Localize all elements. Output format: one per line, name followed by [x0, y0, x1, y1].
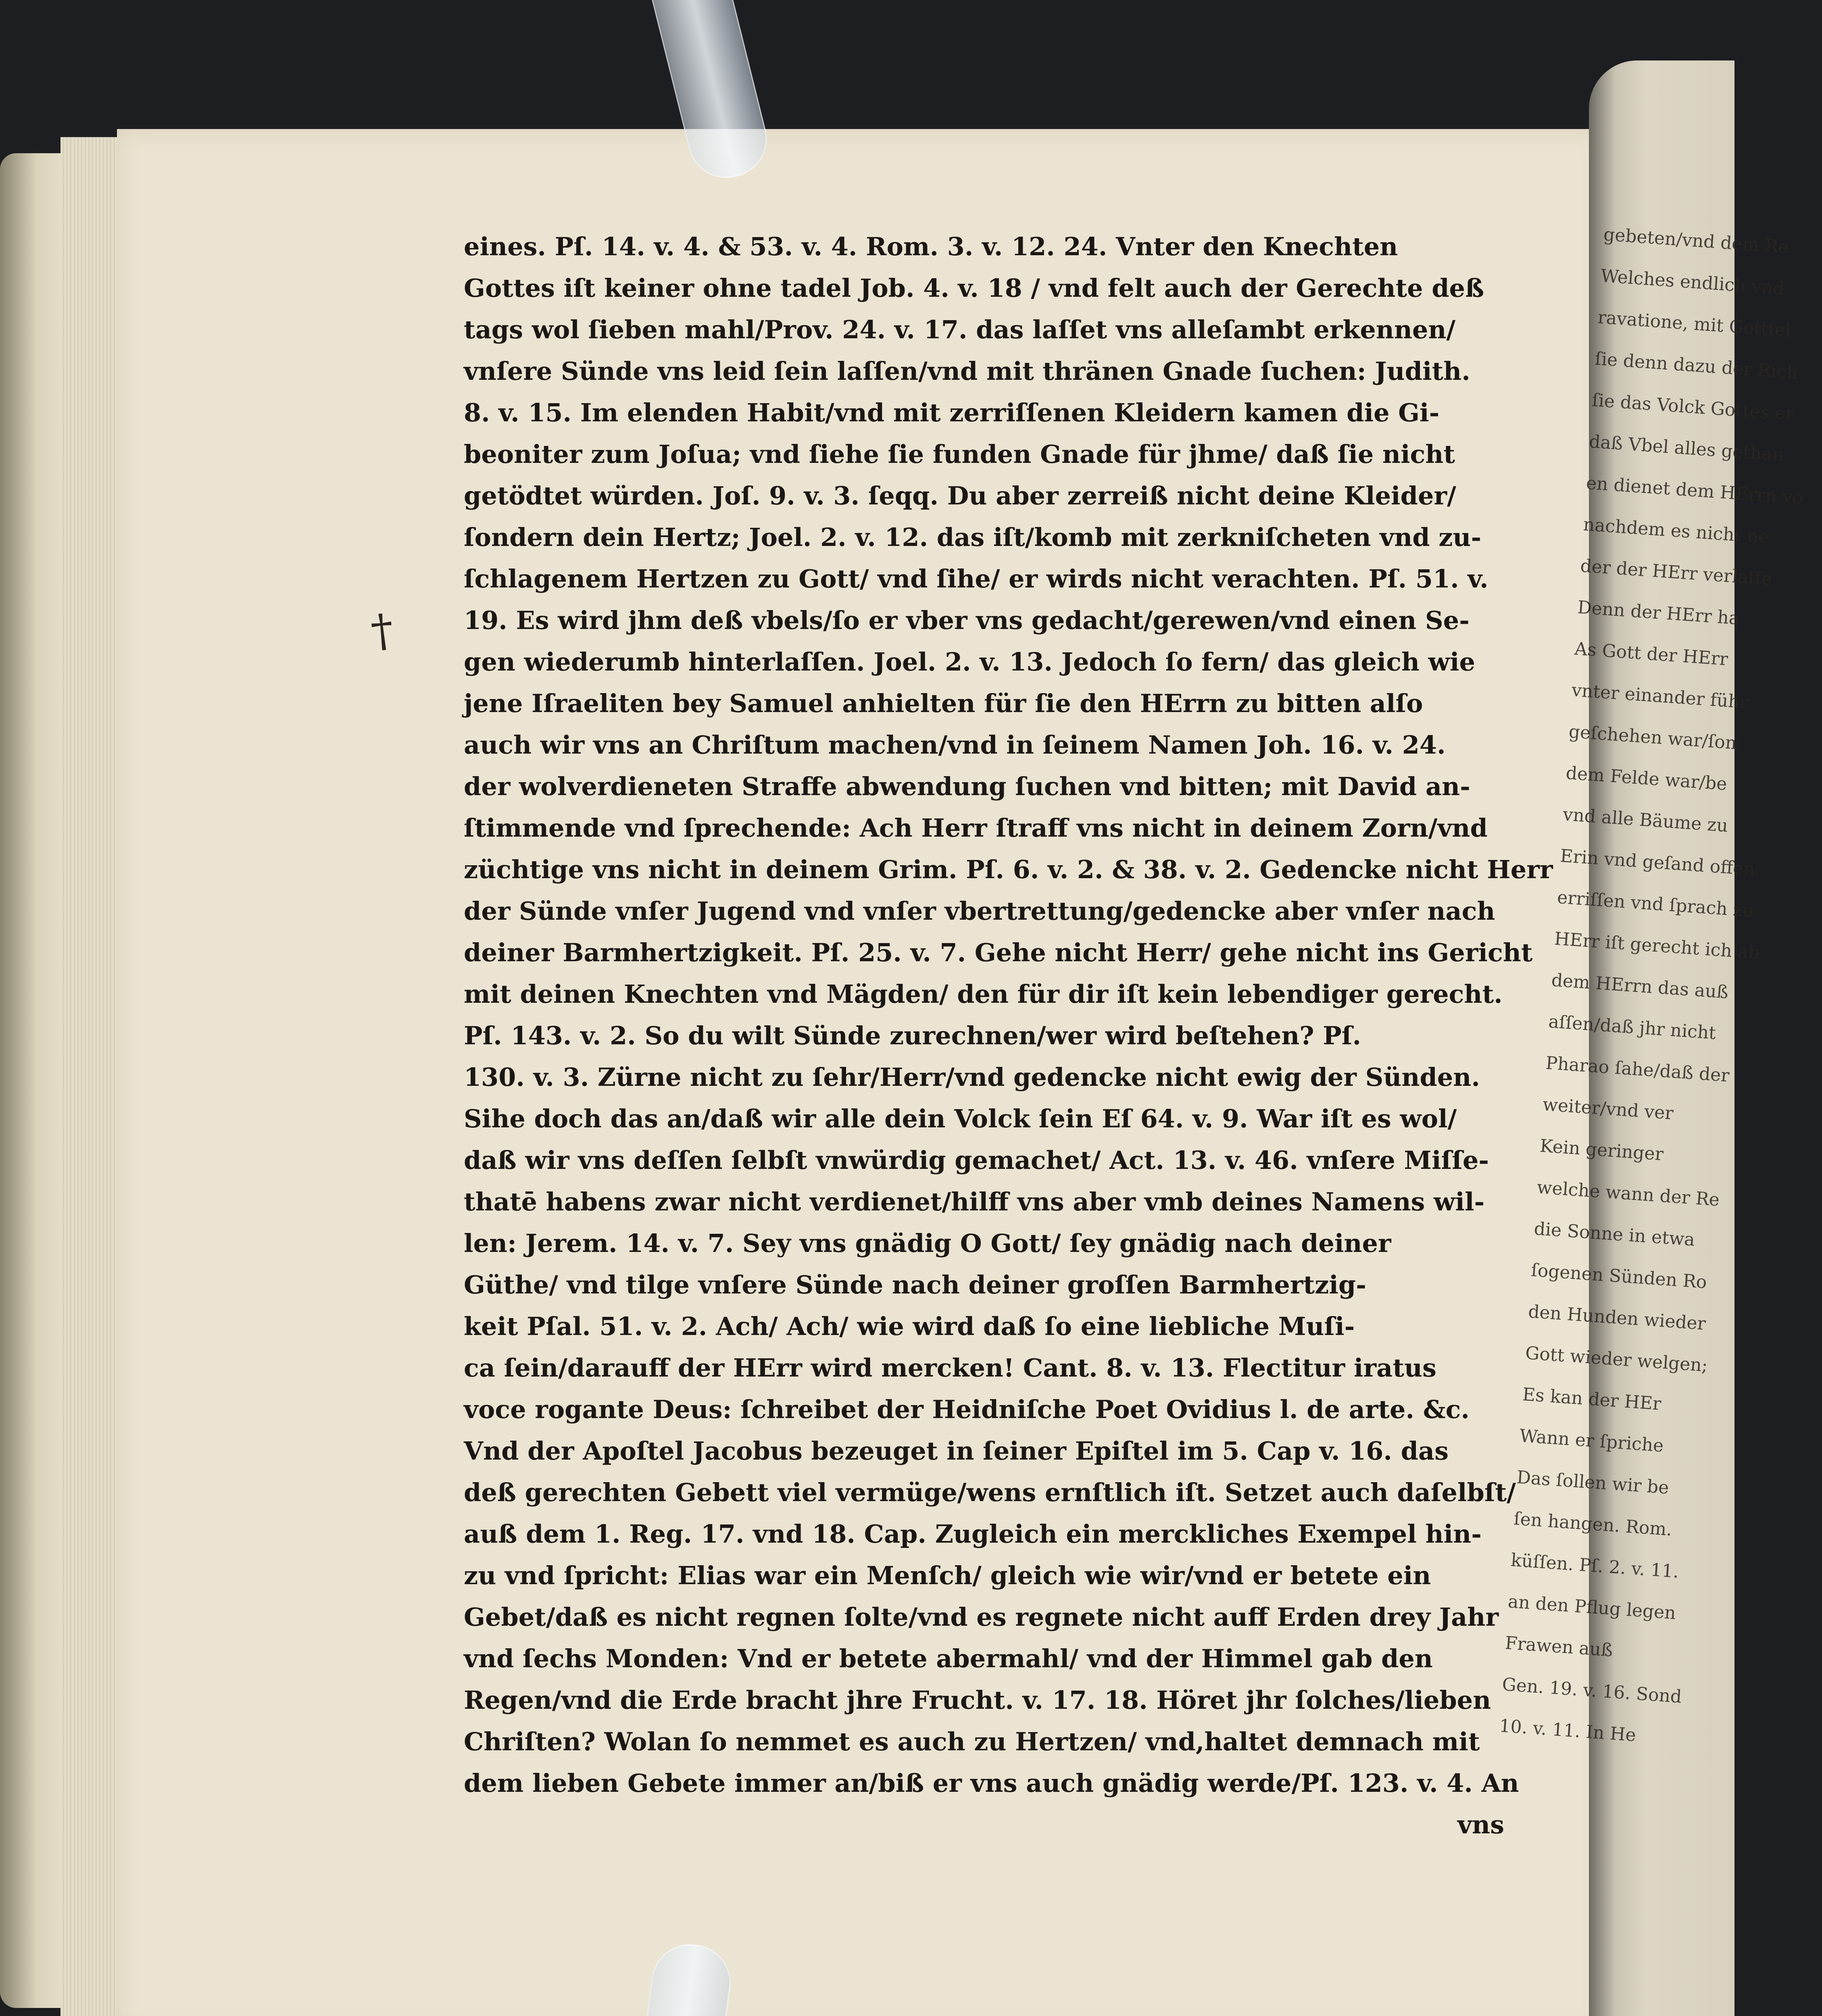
right-page-line: Pharao ſahe/daß der [1545, 1052, 1730, 1086]
text-line: voce rogante Deus: ſchreibet der Heidniſche Poet Ovidius l. de arte. &c. [464, 1395, 1470, 1424]
right-page-line: Das ſollen wir be [1516, 1467, 1670, 1498]
text-line: daß wir vns deſſen ſelbſt vnwürdig gemachet/ Act. 13. v. 46. vnſere Miſſe- [464, 1145, 1489, 1175]
right-page-line: HErr iſt gerecht ich ab [1553, 928, 1760, 964]
right-page-line: en dienet dem HErrn vo [1585, 473, 1804, 508]
right-page-partial [1498, 60, 1804, 2016]
right-page-line: Erin vnd geſand offen [1559, 846, 1756, 880]
text-line: vnſere Sünde vns leid ſein laſſen/vnd mit thränen Gnade ſuchen: Judith. [464, 356, 1470, 386]
right-page-line: küſſen. Pſ. 2. v. 11. [1510, 1549, 1680, 1582]
text-line: auch wir vns an Chriſtum machen/vnd in ſeinem Namen Joh. 16. v. 24. [464, 730, 1446, 760]
text-line: mit deinen Knechten vnd Mägden/ den für dir iſt kein lebendiger gerecht. [464, 979, 1503, 1009]
right-page-line: den Hunden wieder [1527, 1301, 1707, 1335]
text-line: Güthe/ vnd tilge vnſere Sünde nach deiner groſſen Barmhertzig- [464, 1270, 1366, 1300]
text-line: len: Jerem. 14. v. 7. Sey vns gnädig O Gott/ ſey gnädig nach deiner [464, 1229, 1391, 1258]
text-line: dem lieben Gebete immer an/biß er vns auch gnädig werde/Pſ. 123. v. 4. An [464, 1768, 1519, 1798]
text-line: keit Pſal. 51. v. 2. Ach/ Ach/ wie wird daß ſo eine liebliche Muſi- [464, 1312, 1355, 1341]
text-line: deß gerechten Gebett viel vermüge/wens ernſtlich iſt. Setzet auch daſelbſt/ [464, 1478, 1516, 1507]
right-page-line: ſen hangen. Rom. [1513, 1508, 1673, 1540]
text-line: Gottes iſt keiner ohne tadel Job. 4. v. 18 / vnd felt auch der Gerechte deß [464, 273, 1484, 303]
text-line: auß dem 1. Reg. 17. vnd 18. Cap. Zugleich ein merckliches Exempel hin- [464, 1519, 1482, 1549]
text-line: 8. v. 15. Im elenden Habit/vnd mit zerriſſenen Kleidern kamen die Gi- [464, 398, 1440, 427]
right-page-line: vnter einander führ [1571, 680, 1749, 713]
text-line: beoniter zum Joſua; vnd ſiehe ſie funden Gnade für jhme/ daß ſie nicht [464, 439, 1455, 469]
right-page-line: aſſen/daß jhr nicht [1548, 1011, 1717, 1044]
text-line: jene Iſraeliten bey Samuel anhielten für ſie den HErrn zu bitten alſo [464, 689, 1423, 718]
text-line: zu vnd ſpricht: Elias war ein Menſch/ gleich wie wir/vnd er betete ein [464, 1561, 1431, 1590]
text-line: ca ſein/darauff der HErr wird mercken! Cant. 8. v. 13. Flectitur iratus [464, 1353, 1436, 1383]
text-line: ſchlagenem Hertzen zu Gott/ vnd ſihe/ er wirds nicht verachten. Pſ. 51. v. [464, 564, 1488, 594]
text-line: deiner Barmhertzigkeit. Pſ. 25. v. 7. Gehe nicht Herr/ gehe nicht ins Gericht [464, 938, 1533, 967]
text-line: ſondern dein Hertz; Joel. 2. v. 12. das iſt/komb mit zerkniſcheten vnd zu- [464, 523, 1482, 552]
text-line: gen wiederumb hinterlaſſen. Joel. 2. v. 13. Jedoch ſo fern/ das gleich wie [464, 647, 1476, 677]
catchword: vns [1457, 1810, 1504, 1839]
right-page-line: geſchehen war/ſon [1568, 721, 1738, 754]
right-page-line: dem Felde war/be [1565, 762, 1728, 795]
text-line: Gebet/daß es nicht regnen ſolte/vnd es regnete nicht auff Erden drey Jahr [464, 1602, 1499, 1632]
right-page-line: die Sonne in etwa [1533, 1218, 1696, 1250]
right-page-line: welche wann der Re [1536, 1177, 1720, 1210]
text-line: thatē habens zwar nicht verdienet/hilff vns aber vmb deines Namens wil- [464, 1187, 1485, 1216]
right-page-line: ſie denn dazu der Rich [1594, 348, 1799, 383]
text-line: Pſ. 143. v. 2. So du wilt Sünde zurechnen/wer wird beſtehen? Pſ. [464, 1021, 1361, 1050]
right-page-line: gebeten/vnd dem Re [1603, 224, 1789, 258]
handwritten-margin-note: † [368, 604, 396, 658]
text-line: tags wol ſieben mahl/Prov. 24. v. 17. das laſſet vns alleſambt erkennen/ [464, 315, 1456, 344]
right-page-line: erriſſen vnd ſprach zu [1556, 887, 1755, 921]
text-line: der wolverdieneten Straffe abwendung ſuchen vnd bitten; mit David an- [464, 772, 1470, 801]
right-page-line: der der HErr verlaſſe [1580, 555, 1773, 589]
right-page-line: vnd alle Bäume zu [1562, 804, 1729, 836]
right-page-line: weiter/vnd ver [1542, 1094, 1674, 1124]
right-page-line: an den Pflug legen [1507, 1591, 1677, 1624]
text-line: Regen/vnd die Erde bracht jhre Frucht. v. 17. 18. Höret jhr ſolches/lieben [464, 1685, 1491, 1715]
right-page-line: Frawen auß [1504, 1633, 1614, 1661]
text-line: ſtimmende vnd ſprechende: Ach Herr ſtraff vns nicht in deinem Zorn/vnd [464, 813, 1488, 843]
right-page-line: daß Vbel alles gethan [1588, 431, 1784, 466]
text-lines [464, 226, 1553, 1804]
text-line: Chriſten? Wolan ſo nemmet es auch zu Hertzen/ vnd,haltet demnach mit [464, 1727, 1480, 1756]
right-page-line: dem HErrn das auß [1551, 970, 1729, 1003]
text-line: der Sünde vnſer Jugend vnd vnſer vbertrettung/gedencke aber vnſer nach [464, 896, 1495, 926]
right-page-line: Denn der HErr ha [1576, 597, 1740, 629]
text-line: 130. v. 3. Zürne nicht zu ſehr/Herr/vnd gedencke nicht ewig der Sünden. [464, 1062, 1480, 1092]
text-line: züchtige vns nicht in deinem Grim. Pſ. 6. v. 2. & 38. v. 2. Gedencke nicht Herr [464, 855, 1553, 884]
right-page-line: ſie das Volck Gottes er [1591, 389, 1795, 425]
text-line: 19. Es wird jhm deß vbels/ſo er vber vns gedacht/gerewen/vnd einen Se- [464, 606, 1470, 635]
right-page-line: nachdem es nicht ne [1582, 514, 1770, 548]
text-line: Vnd der Apoſtel Jacobus bezeuget in ſeiner Epiſtel im 5. Cap v. 16. das [464, 1436, 1449, 1466]
right-page-line: Gen. 19. v. 16. Sond [1501, 1674, 1682, 1708]
text-line: Sihe doch das an/daß wir alle dein Volck ſein Eſ 64. v. 9. War iſt es wol/ [464, 1104, 1457, 1133]
right-page-line: Es kan der HEr [1522, 1384, 1662, 1414]
right-page-line: As Gott der HErr [1574, 638, 1729, 670]
right-page-line: ravatione, mit Gottſel [1597, 307, 1792, 341]
right-page-line: Wann er ſpriche [1519, 1425, 1664, 1456]
body-text [464, 226, 1553, 1845]
right-page-line: Gott wieder welgen; [1524, 1343, 1709, 1376]
right-page-line: 10. v. 11. In He [1498, 1715, 1637, 1746]
text-line: getödtet würden. Joſ. 9. v. 3. ſeqq. Du aber zerreiß nicht deine Kleider/ [464, 481, 1456, 510]
right-page-line: Kein geringer [1539, 1135, 1664, 1165]
text-line: vnd ſechs Monden: Vnd er betete abermahl/ vnd der Himmel gab den [464, 1644, 1433, 1673]
right-page-line: ſogenen Sünden Ro [1530, 1260, 1708, 1293]
text-line: eines. Pſ. 14. v. 4. & 53. v. 4. Rom. 3. v. 12. 24. Vnter den Knechten [464, 232, 1398, 261]
right-page-line: Welches endlich vnd [1600, 265, 1785, 299]
